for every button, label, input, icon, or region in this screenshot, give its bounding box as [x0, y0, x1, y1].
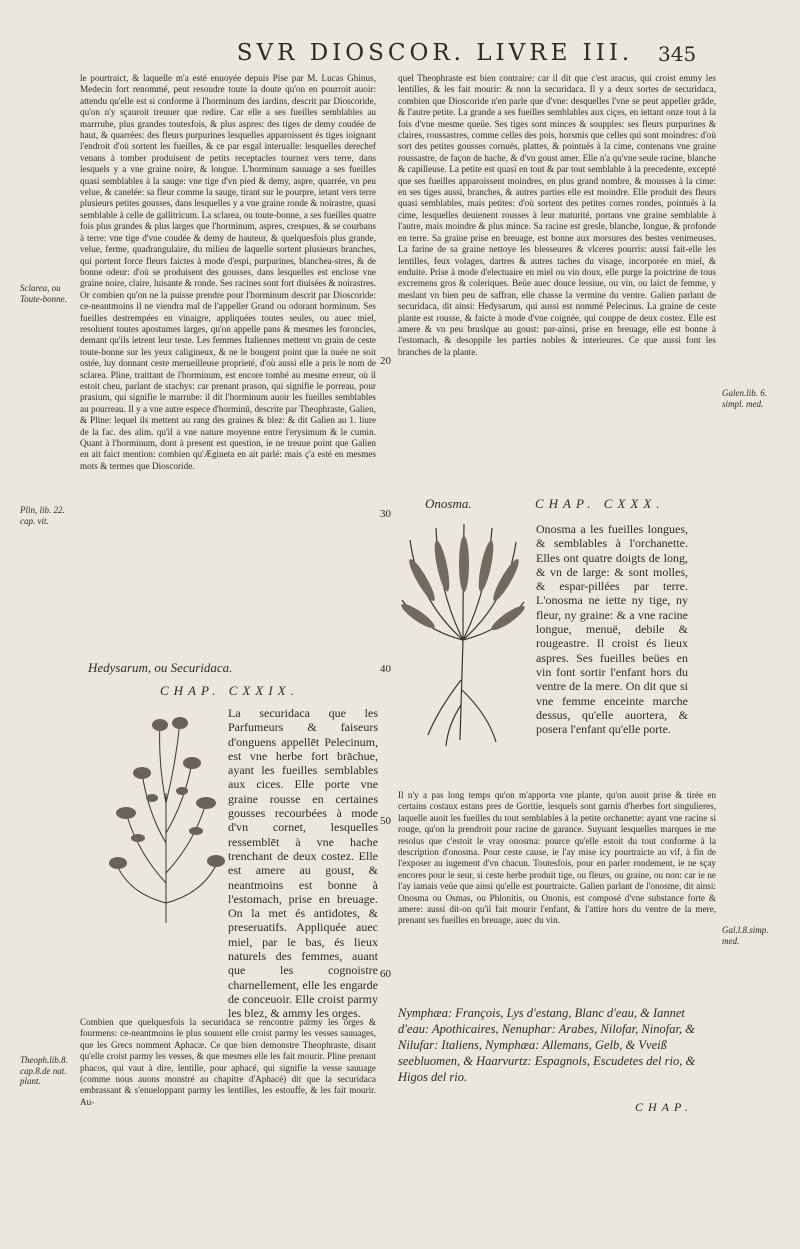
body-paragraph: quel Theophraste est bien contraire: car il dit que c'est aracus, qui croist emmy les lentilles, & les fait mourir: & non la securidaca. Il y a deux sortes de securidaca, combien que Dioscoride n'en parle que d'vne: desquelles l'vne se peut appeller grāde, & l'autre petite. La grande a ses fueilles semblables aux ciçes, en iettant onze tout à la fois d'vne mesme queüe. Ses tiges sont minces & soupples: ses fleurs purpurines & claires, roussastres, comme celles des pois, horsmis que celles qui sont moindres: d'où sort des petites gousses cornuës, plattes, & pointuës à la cime, contenans vne graine roussastre, de façon de hache, & d'vn goust amer. Elle n'a qu'vne seule racine, blanche & capilleuse. La petite est quasi en tout & par tout semblable à la precedente, excepté que ses fueilles apparoissent moindres, en plus grand nombre, & mousses à la cime: en ses tiges aussi, branches, & autres parties elle est moindre. Elle produit des fleurs quasi semblables, mais petites: d'où sortent des petites cornes rondes, pointuës à la cime, lesquelles deuienent rousses à leur maturité, portans vne graine semblable à l'autre, mais moindre & plus mince. Sa racine est gresle, blanche, longue, & profonde en terre. Sa graine prise en breuage, est bonne aux morsures des bestes venimeuses. La farine de sa graine nettoye les blesseures & vlceres pourris: aussi fait-elle les lentilles, feux volages, dartres & autres taches du visage, incorporée en miel, & enduite. Prise à mode d'electuaire en miel ou vin doux, elle purge la poictrine de tous excremens gros & coleriques. Beüe auec douce lessiue, ou vin, ou laict de femme, y meslant vn bien peu de saffran, elle chasse la vermine du ventre. Galien parlant de securidaca, dit ainsi: Hedysarum, qui aussi est nommé Pelecinus. La graine de ceste plante est rousse, & faicte à mode d'vne coignée, qui couppe de deux costez. Elle est amere & vn peu bruslque au goust: par-ainsi, prise en breuage, elle est bonne à l'estomach, & desoppile les parties nobles & interieures. Ce que aussi font les branches de la plante.	[398, 73, 716, 357]
chapter-heading-cxxix: CHAP. CXXIX.	[160, 683, 299, 698]
page-number: 345	[658, 42, 697, 66]
running-header: SVR DIOSCOR. LIVRE III.	[236, 40, 634, 66]
line-number: 40	[380, 663, 391, 675]
right-column-text	[398, 73, 716, 493]
nymphaea-names: Nymphæa: François, Lys d'estang, Blanc d'eau, & Iannet d'eau: Apothicaires, Nenuphar: Arabes, Nilofar, Ninofar, & Nilufar: Italiens, Nymphæa: Allemans, Gelb, & Vveiß seebluomen, & Haarvurtz: Espagnols, Escudetes del rio, & Higos del rio.	[398, 1006, 696, 1084]
line-number: 30	[380, 508, 391, 520]
body-paragraph: Combien que quelquesfois la securidaca se rencontre parmy les orges & fourmens: ce-neantmoins le plus souuent elle croist parmy les vesses sauuages, que les Grecs nomment Aphacæ. Ce que bien demonstre Theophraste, disant qu'elle croist parmy les vesses, & que mesmes elle les fait mourir. Pline prenant phacos, qui vaut à dire, lentille, pour aphacé, qui signifie la vesse sauuage (comme nous auons monstré au chapitre d'Aphacé) dit que la securidaca embrassant & s'enueloppant parmy les lentilles, les estouffe, & les fait mourir. Au-	[80, 1017, 376, 1107]
margin-note-sclarea: Sclarea, ou Toute-bonne.	[20, 283, 67, 304]
margin-note-plin: Plin, lib. 22. cap. vit.	[20, 505, 65, 526]
onosma-text: Onosma a les fueilles longues, & semblables à l'orchanette. Elles ont quatre doigts de long, & vn de large: & sont molles, & espar-pillées par terre. L'onosma ne iette ny tige, ny fleur, ny graine: & a vne racine longue, menuë, debile & rougeastre. Il croist és lieux aspres. Ses fueilles beües en vin font sortir l'enfant hors du ventre de la mere. On dit que si vne femme enceinte marche dessus, qu'elle auortera, & posera l'enfant qu'elle porte.	[536, 522, 688, 737]
left-column-text	[80, 73, 376, 633]
hedysarum-commentary	[80, 1017, 376, 1187]
line-number: 20	[380, 355, 391, 367]
onosma-commentary	[398, 790, 716, 1000]
body-paragraph: Il n'y a pas long temps qu'on m'apporta vne plante, qu'on auoit prise & tirée en certains costaux estans pres de Goritie, lesquels sont garnis d'herbes fort singulieres, laquelle auoit les fueilles du tout semblables à la petite orchanette: ayant vne racine si rouge, qu'on la prendroit pour racine de garance. Suyuant lesquelles marques ie me resolus que c'estoit le vray onosma: pource qu'elle estoit du tout conforme à la description d'onosma. Pour ceste cause, ie l'ay mise icy pourtraicte au vif, à fin de l'exposer au iugement d'vn chacun. Toutesfois, pour en parler rondement, ie ne sçay encores pour le seur, si ceste herbe produit tige, ou fleurs, ou graine, ou non: car ie ne l'ay iamais veüe que ainsi qu'elle est pourtraicte. Galien parlant de l'onosme, dit ainsi: Onosma ou Osmas, ou Phlonitis, ou Ononis, est composé d'vne substance forte & amere: aussi dit-on qu'il fait mourir l'enfant, & l'attire hors du ventre de la mere, prenant ses fueilles en breuage, auec du vin.	[398, 790, 716, 926]
onosma-description	[398, 522, 688, 782]
margin-note-galen-2: Gal.l.8.simp. med.	[722, 925, 769, 946]
chapter-heading-cxxx: CHAP. CXXX.	[535, 496, 665, 511]
hedysarum-text: La securidaca que les Parfumeurs & faiseurs d'onguens appellēt Pelecinum, est vne herbe fort brāchue, ayant les fueilles semblables aux cices. Elle porte vne graine rousse en certaines gousses recourbées à mode d'vn cornet, lesquelles ressemblēt à vne hache trenchant de deux costez. Elle est amere au goust, & neantmoins est bonne à l'estomach, prise en breuage. On la met és antidotes, & preseruatifs. Appliquée auec miel, par le bas, és lieux naturels des femmes, auant que les cognoistre charnellement, elle les engarde de conceuoir. Elle croist parmy les blez, & ammy les orges.	[228, 706, 378, 1021]
margin-note-theoph: Theoph.lib.8. cap.8.de nat. plant.	[20, 1055, 68, 1086]
hedysarum-description	[88, 706, 378, 1021]
onosma-heading: Onosma.	[425, 496, 472, 511]
line-number: 50	[380, 815, 391, 827]
catchword: CHAP.	[635, 1100, 693, 1114]
hedysarum-heading: Hedysarum, ou Securidaca.	[88, 660, 233, 675]
margin-note-galen-1: Galen.lib. 6. simpl. med.	[722, 388, 767, 409]
body-paragraph: le pourtraict, & laquelle m'a esté enuoyée depuis Pise par M. Lucas Ghinus, Medecin fort renommé, peut resoudre toute la doute qu'on en pourroit auoir: attendu qu'elle est si conforme à l'horminum des iardins, descrit par Dioscoride, qu'on n'y sçauroit treuuer que redire. Car elle a ses fueilles semblables au marrrube, plus grandes toutesfois, & plus aspres: des tiges de demy coudée de haut, & quarrées: des fleurs purpurines lesquelles apparoissent és tiges ioignant l'endroit d'où sortent les fueilles, & ce par esgal interualle: lesquelles derechef venans à tomber produisent de petits receptacles tournez vers terre, dans lesquels y a vne graine noire, & longue. L'horminum sauuage a ses fueilles quasi semblables à la sauge: vne tige d'vn pied & demy, aspre, quarrée, vn peu velue, & canelée: sa fleur comme la sauge, tirant sur le pourpre, ietant vers terre plusieurs petites gousses, dans lesquelles y a vne graine ronde & noirastre, quasi semblable à celle de gallitricum. La sclarea, ou toute-bonne, a ses fueilles quatre fois plus grandes & plus larges que l'horminum, aspres, crespues, & se courbans à terre: vne tige d'vne coudée & demy de hauteur, & quelquesfois plus grande, velue, ferme, quadrangulaire, du milieu de laquelle sortent plusieurs branches, qui portent force fleurs faictes à mode d'espi, purpurines, blanchea-stres, & de bonne odeur: d'où se produisent des gousses, dans lesquelles est enclose vne graine noire, claire, luisante & ronde. Ses racines sont fort diuisées & noirastres. Or combien qu'on ne la puisse prendre pour l'horminum descrit par Dioscoride: ce-neantmoins il ne viendra mal de l'appeller Grand ou odorant horminum. Ses fueilles destrempées en vinaigre, appliquées toutes seules, ou auec miel, resoluent toutes apostumes larges, qu'on appelle pans & mesmes les foroncles, demant qu'ils ietrent leur teste. Les femmes Italiennes mettent vn grain de ceste toute-bonne sur les yeux caligineux, & ne le bougent point que la nuée ne soit ostée, luy donnant ceste merueilleuse proprieté, d'où aussi elle a pris le nom de sclarea. Pline, traittant de l'horminum, est encore tombé au mesme erreur, où il estoit cheu, parlant de stachys: car prenant prason, qui signifie le porreau, pour prasium, qui signifie le marrube: il dit l'horminum auoir les fueilles semblables au pourreau. Il y a vne autre espece d'horminū, descrite par Theophraste, Galien, & Pline: lequel ils mettent au rang des graines & blez: & dit Galien au 1. liure de la fac. des alim. qu'il a vne nature moyenne entre l'erysimum & le cumin. Quant à l'horminum, dont à present est question, ie ne treuue point que Galien en ait faict mention: combien qu'Ægineta en ait parlé: mais ç'a esté en mesmes mots & termes que Dioscoride.	[80, 73, 376, 471]
line-number: 60	[380, 968, 391, 980]
